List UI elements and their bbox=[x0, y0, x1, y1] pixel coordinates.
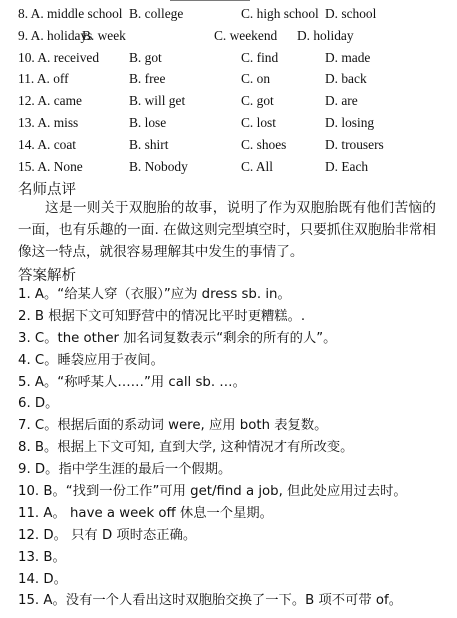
option-b: B. Nobody bbox=[129, 158, 188, 174]
option-b: B. shirt bbox=[129, 136, 169, 152]
option-c: C. find bbox=[241, 49, 279, 65]
option-list bbox=[18, 3, 448, 177]
answer-item-9: 9. D。指中学生涯的最后一个假期。 bbox=[18, 462, 232, 478]
option-c: C. high school bbox=[241, 6, 319, 21]
option-b: B. will get bbox=[129, 93, 186, 109]
option-c: C. lost bbox=[241, 114, 276, 130]
answer-item-1: 1. A。“给某人穿（衣服）”应为 dress sb. in。 bbox=[18, 287, 291, 302]
answer-list bbox=[18, 284, 448, 612]
answer-item-2: 2. B 根据下文可知野营中的情况比平时更糟糕。. bbox=[18, 308, 306, 324]
answer-item-13: 13. B。 bbox=[18, 549, 66, 565]
option-d: D. are bbox=[325, 93, 358, 109]
comment-heading: 名师点评 bbox=[18, 182, 76, 198]
option-d: D. school bbox=[325, 6, 377, 21]
answer-item-10: 10. B。“找到一份工作”可用 get/find a job, 但此处应用过去时。 bbox=[18, 484, 407, 500]
answer-item-5: 5. A。“称呼某人……”用 call sb. …。 bbox=[18, 374, 246, 390]
answer-item-11: 11. A。 have a week off 休息一个星期。 bbox=[18, 505, 273, 521]
option-c: C. shoes bbox=[241, 136, 287, 152]
answer-item-12: 12. D。 只有 D 项时态正确。 bbox=[18, 527, 197, 543]
option-row-11 bbox=[18, 68, 448, 90]
answer-item-8: 8. B。根据上下文可知, 直到大学, 这种情况才有所改变。 bbox=[18, 440, 354, 456]
option-b: B. week bbox=[82, 27, 126, 43]
answers-heading: 答案解析 bbox=[18, 268, 76, 284]
answer-item-7: 7. C。根据后面的系动词 were, 应用 both 表复数。 bbox=[18, 418, 328, 434]
option-row-10 bbox=[18, 47, 448, 69]
answer-item-3: 3. C。the other 加名词复数表示“剩余的所有的人”。 bbox=[18, 330, 337, 346]
option-d: D. back bbox=[325, 71, 367, 87]
answer-item-6: 6. D。 bbox=[18, 396, 59, 412]
option-d: D. trousers bbox=[325, 136, 384, 152]
option-b: B. lose bbox=[129, 114, 167, 130]
option-a: 13. A. miss bbox=[18, 114, 79, 130]
option-d: D. Each bbox=[325, 158, 369, 174]
option-a: 10. A. received bbox=[18, 49, 100, 65]
comment-paragraph: 这是一则关于双胞胎的故事，说明了作为双胞胎既有他们苦恼的一面，也有乐趣的一面. 在做这则完型填空时，只要抓住双胞胎非常相像这一特点，就很容易理解其中发生的事情了。 bbox=[18, 200, 436, 260]
option-a: 11. A. off bbox=[18, 71, 69, 87]
option-row-13 bbox=[18, 112, 448, 134]
option-c: C. on bbox=[241, 71, 271, 87]
option-row-14 bbox=[18, 134, 448, 156]
option-row-8 bbox=[18, 3, 448, 25]
answer-item-4: 4. C。睡袋应用于夜间。 bbox=[18, 352, 164, 368]
option-c: C. got bbox=[241, 93, 274, 109]
option-b: B. free bbox=[129, 71, 166, 87]
answer-item-14: 14. D。 bbox=[18, 571, 67, 587]
option-d: D. made bbox=[325, 49, 371, 65]
option-a: 9. A. holidays bbox=[18, 27, 93, 43]
option-a: 14. A. coat bbox=[18, 136, 77, 152]
option-c: C. weekend bbox=[214, 27, 278, 43]
option-b: B. got bbox=[129, 49, 162, 65]
answer-item-15: 15. A。没有一个人看出这时双胞胎交换了一下。B 项不可带 of。 bbox=[18, 593, 402, 609]
option-row-15 bbox=[18, 156, 448, 178]
option-c: C. All bbox=[241, 158, 273, 174]
option-row-9 bbox=[18, 25, 448, 47]
option-row-12 bbox=[18, 90, 448, 112]
option-d: D. losing bbox=[325, 114, 375, 130]
option-d: D. holiday bbox=[297, 27, 354, 43]
option-a: 8. A. middle school bbox=[18, 6, 123, 21]
option-a: 15. A. None bbox=[18, 158, 83, 174]
option-a: 12. A. came bbox=[18, 93, 82, 109]
option-b: B. college bbox=[129, 6, 184, 21]
